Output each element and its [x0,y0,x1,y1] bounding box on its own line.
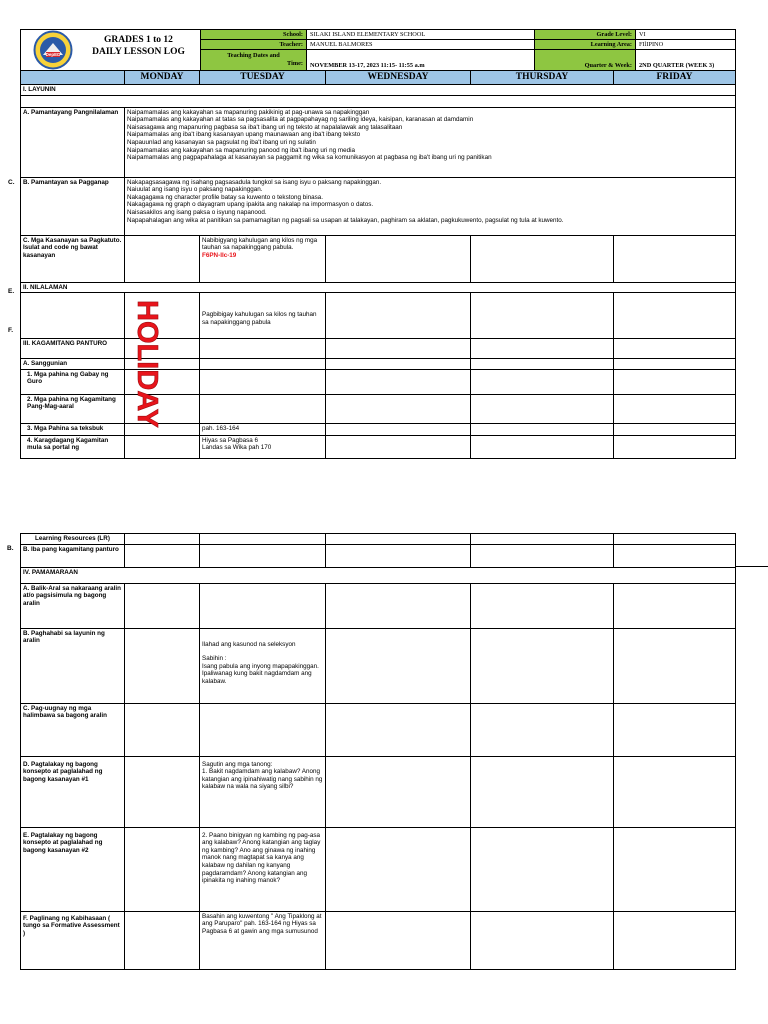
gabay-label: 1. Mga pahina ng Gabay ng Guro [21,369,125,394]
page-title [76,34,201,58]
paghahabi-label: B. Paghahabi sa layunin ng aralin [21,628,125,703]
deped-logo [33,30,73,70]
paghahabi-line: Sabihin : [202,655,227,663]
cell-fri [614,359,736,370]
cell-mon [125,534,200,545]
grade-label: Grade Level: [535,30,636,40]
cell-mon [125,544,200,567]
cell-thu [471,423,614,435]
dates-label-2: Time: [287,60,303,67]
cell-fri [614,628,736,703]
cell-fri [614,756,736,827]
pagtalakay2-tuesday: 2. Paano binigyan ng kambing ng pag-asa ang kalabaw? Anong katangian ang taglay ng kambing? Ano ang ginawa ng inahing manok nang magtapat sa kanya ang kalabaw ng dahilan ng kanyang pagdaramdam? Anong katangian ang ipinakita ng inahing manok? [200,827,326,911]
quarter-label: Quarter & Week: [535,50,636,71]
cell-mon [125,628,200,703]
day-monday: MONDAY [125,71,200,85]
pamantayang-line: Naipamamalas ang kakayahan sa mapanuring pakikinig at pag-unawa sa napakinggan [127,108,370,116]
cell-thu [471,534,614,545]
dates-value: NOVEMBER 13-17, 2023 11:15- 11:55 a.m [307,50,535,71]
cell-wed [326,235,471,282]
quarter-value: 2ND QUARTER (WEEK 3) [636,50,736,71]
lesson-table-page2 [20,533,736,970]
cell-mon [125,827,200,911]
holiday-stamp [132,298,172,430]
area-value: FIlIPINO [636,40,736,50]
pamamaraan-heading: IV. PAMAMARAAN [21,567,736,583]
cell-fri [614,423,736,435]
kagamitan-label: III. KAGAMITANG PANTURO [21,339,125,359]
cell-thu [471,293,614,339]
teacher-label: Teacher: [201,40,307,50]
cell-thu [471,369,614,394]
lesson-table-page1 [20,84,736,459]
pamantayang-line: Naipamamalas ang kakayahan sa mapanuring panood ng iba't ibang uri ng media [127,146,356,154]
iba-pang-label: B. Iba pang kagamitang panturo [21,544,125,567]
cell-wed [326,423,471,435]
side-letter-b: B. [7,545,14,552]
pagtalakay1-line: 1. Bakit nagdamdam ang kalabaw? Anong katangian ang ipinahiwatig nang sabihin ng kalabaw na wala na siyang silbi? [202,768,323,791]
balik-aral-label: A. Balik-Aral sa nakaraang aralin at/o pagsisimula ng bagong aralin [21,583,125,628]
cell-fri [614,534,736,545]
lr-label: Learning Resources (LR) [21,534,125,545]
cell-fri [614,544,736,567]
kasanayan-text: Nabibigyang kahulugan ang kilos ng mga tauhan sa napakinggang pabula. [202,236,318,252]
teacher-value: MANUEL BALMORES [307,40,535,50]
cell-wed [326,293,471,339]
pamantayang-line: Naipamamalas ang kakayahan at tatas sa pagsasalita at pagpapahayag ng sariling ideya, kaisipan, karanasan at damdamin [127,116,474,124]
day-corner [21,71,125,85]
paglinang-label: F. Paglinang ng Kabihasaan ( tungo sa Formative Assessment ) [21,911,125,969]
cell-fri [614,911,736,969]
nilalaman-heading: II. NILALAMAN [21,282,736,293]
cell-tue [200,544,326,567]
pagtalakay1-tuesday [200,756,326,827]
day-thursday: THURSDAY [471,71,614,85]
pamantayang-label: A. Pamantayang Pangnilalaman [21,107,125,177]
cell-mon [125,756,200,827]
cell-wed [326,369,471,394]
cell-wed [326,544,471,567]
day-friday: FRIDAY [614,71,736,85]
paghahabi-line: Isang pabula ang inyong mapapakinggan. Ipaliwanag kung bakit nagdamdam ang kalabaw. [202,662,319,685]
cell-fri [614,435,736,458]
pamantayang-line: Naipamamalas ang iba't ibang kasanayan upang maunawaan ang iba't ibang teksto [127,131,361,139]
cell-wed [326,583,471,628]
pagganap-label: B. Pamantayan sa Pagganap [21,177,125,235]
cell-thu [471,756,614,827]
cell-mon [125,911,200,969]
cell-wed [326,394,471,423]
kasanayan-code: F6PN-IIc-19 [202,251,237,259]
spacer-row [21,95,736,107]
school-label: School: [201,30,307,40]
header-info-table [200,29,736,71]
cell-wed [326,339,471,359]
cell-thu [471,827,614,911]
cell-fri [614,293,736,339]
page2-right-line [735,566,768,567]
cell-wed [326,827,471,911]
cell-wed [326,435,471,458]
cell-tue [200,339,326,359]
paghahabi-line: Ilahad ang kasunod na seleksyon [202,640,296,648]
pagganap-line: Naisasakilos ang isang paksa o isyung napanood. [127,208,267,216]
days-row [20,70,736,85]
title-line-1: GRADES 1 to 12 [104,35,173,45]
cell-fri [614,394,736,423]
paglinang-tuesday: Basahin ang kuwentong " Ang Tipaklong at ang Paruparo" pah. 163-164 ng Hiyas sa Pagbasa 6 at gawin ang mga sumusunod [200,911,326,969]
pagganap-line: Napapahalagan ang wika at panitikan sa pamamagitan ng pagsali sa usapan at talakayan, paghiram sa aklatan, pagkukuwento, pagsulat ng tula at kuwento. [127,216,564,224]
cell-thu [471,394,614,423]
cell-wed [326,359,471,370]
teksbuk-tuesday: pah. 163-164 [200,423,326,435]
pamantayang-line: Naipamamalas ang pagpapahalaga at kasanayan sa paggamit ng wika sa komunikasyon at pagbasa ng iba't ibang uri ng panitikan [127,154,492,162]
cell-fri [614,703,736,756]
dates-label-1: Teaching Dates and [227,52,280,59]
day-wednesday: WEDNESDAY [326,71,471,85]
cell-thu [471,544,614,567]
cell-thu [471,911,614,969]
karagdagang-line: Landas sa Wika pah 170 [202,444,272,452]
cell-tue [200,394,326,423]
cell-tue [200,583,326,628]
cell-tue [200,359,326,370]
pagganap-content [125,177,736,235]
cell-thu [471,339,614,359]
kagamitang-pang-mag-aaral-label: 2. Mga pahina ng Kagamitang Pang-Mag-aaral [21,394,125,423]
pagtalakay1-label: D. Pagtalakay ng bagong konsepto at paglalahad ng bagong kasanayan #1 [21,756,125,827]
karagdagang-tuesday [200,435,326,458]
cell-fri [614,827,736,911]
cell-label-empty [21,293,125,339]
side-letter-e: E. [8,288,15,295]
school-value: SILAKI ISLAND ELEMENTARY SCHOOL [307,30,535,40]
cell-mon [125,435,200,458]
logo-text: DepED [45,51,61,57]
karagdagang-label: 4. Karagdagang Kagamitan mula sa portal ng [21,435,125,458]
side-letter-c: C. [8,179,15,186]
cell-fri [614,235,736,282]
cell-tue [200,534,326,545]
cell-wed [326,756,471,827]
paghahabi-tuesday [200,628,326,703]
cell-mon [125,235,200,282]
pagganap-line: Naiuulat ang isang isyu o paksang napakinggan. [127,186,263,194]
nilalaman-tuesday: Pagbibigay kahulugan sa kilos ng tauhan sa napakinggang pabula [200,293,326,339]
cell-tue [200,703,326,756]
pamantayang-content [125,107,736,177]
karagdagang-line: Hiyas sa Pagbasa 6 [202,436,259,444]
cell-wed [326,911,471,969]
pamantayang-line: Napauunlad ang kasanayan sa pagsulat ng iba't ibang uri ng sulatin [127,138,316,146]
cell-wed [326,534,471,545]
cell-wed [326,703,471,756]
pagganap-line: Nakagagawa ng character profile batay sa kuwento o tekstong binasa. [127,193,324,201]
kasanayan-tuesday [200,235,326,282]
holiday-text: HOLIDAY [132,300,163,428]
day-tuesday: TUESDAY [200,71,326,85]
cell-fri [614,583,736,628]
cell-mon [125,703,200,756]
side-letter-f: F. [8,327,14,334]
cell-wed [326,628,471,703]
pagtalakay2-label: E. Pagtalakay ng bagong konsepto at paglalahad ng bagong kasanayan #2 [21,827,125,911]
cell-fri [614,339,736,359]
cell-thu [471,359,614,370]
cell-tue [200,369,326,394]
cell-thu [471,435,614,458]
pagganap-line: Nakapagsasagawa ng isahang pagsasadula tungkol sa isang isyu o paksang napakinggan. [127,178,382,186]
sanggunian-label: A. Sanggunian [21,359,125,370]
pagganap-line: Nakagagawa ng graph o dayagram upang ipakita ang nakalap na impormasyon o datos. [127,201,374,209]
cell-thu [471,583,614,628]
teksbuk-label: 3. Mga Pahina sa teksbuk [21,423,125,435]
pamantayang-line: Naisasagawa ang mapanuring pagbasa sa iba't ibang uri ng teksto at napalalawak ang talasalitaan [127,123,403,131]
title-line-2: DAILY LESSON LOG [92,47,185,57]
kasanayan-label: C. Mga Kasanayan sa Pagkatuto. Isulat and code ng bawat kasanayan [21,235,125,282]
cell-fri [614,369,736,394]
pagtalakay1-line: Sagutin ang mga tanong: [202,760,273,768]
cell-thu [471,628,614,703]
cell-thu [471,703,614,756]
layunin-heading: I. LAYUNIN [21,85,736,96]
cell-thu [471,235,614,282]
area-label: Learning Area: [535,40,636,50]
pag-uugnay-label: C. Pag-uugnay ng mga halimbawa sa bagong aralin [21,703,125,756]
dates-label [201,50,307,71]
grade-value: VI [636,30,736,40]
cell-mon [125,583,200,628]
